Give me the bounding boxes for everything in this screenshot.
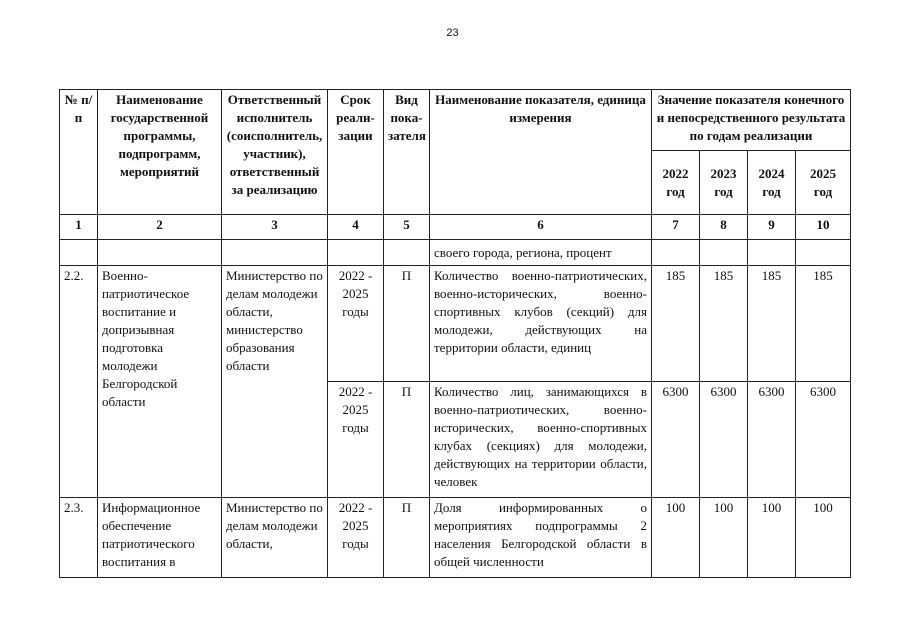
header-program-name: Наименование государственной программы, подпрограмм, мероприятий [98, 90, 222, 215]
executor: Министерство по делам молодежи области, [222, 498, 328, 578]
header-indicator-name: Наименование показателя, единица измерения [430, 90, 652, 215]
header-indicator-type: Вид пока-зателя [384, 90, 430, 215]
indicator-value: 6300 [748, 382, 796, 498]
continuation-row [60, 240, 851, 266]
indicator-name: Доля информированных о мероприятиях подпрограммы 2 населения Белгородской области в общей численности [430, 498, 652, 578]
indicators-table [59, 89, 851, 578]
program-name: Информационное обеспечение патриотического воспитания в [98, 498, 222, 578]
indicator-name: своего города, региона, процент [430, 240, 652, 266]
indicator-type: П [384, 498, 430, 578]
header-year: 2022 год [652, 151, 700, 215]
indicator-value: 6300 [700, 382, 748, 498]
indicator-value: 100 [652, 498, 700, 578]
indicator-value: 100 [748, 498, 796, 578]
indicator-type: П [384, 382, 430, 498]
indicator-value: 185 [748, 266, 796, 382]
indicator-value: 6300 [652, 382, 700, 498]
row-number: 2.2. [60, 266, 98, 498]
table-row [60, 498, 851, 578]
indicator-value: 100 [700, 498, 748, 578]
column-number: 10 [796, 215, 851, 240]
executor: Министерство по делам молодежи области, министерство образования области [222, 266, 328, 498]
column-number: 5 [384, 215, 430, 240]
header-executor: Ответственный исполнитель (соисполнитель, участник), ответственный за реализацию [222, 90, 328, 215]
indicator-name: Количество лиц, занимающихся в военно-патриотических, военно-исторических, военно-спортивных клубах (секциях) для молодежи, действующих на территории области, человек [430, 382, 652, 498]
indicator-type: П [384, 266, 430, 382]
column-number: 4 [328, 215, 384, 240]
indicator-value: 185 [796, 266, 851, 382]
indicator-value: 100 [796, 498, 851, 578]
program-name: Военно-патриотическое воспитание и допризывная подготовка молодежи Белгородской области [98, 266, 222, 498]
column-number: 2 [98, 215, 222, 240]
column-number: 1 [60, 215, 98, 240]
column-number: 9 [748, 215, 796, 240]
header-number: № п/п [60, 90, 98, 215]
column-number: 8 [700, 215, 748, 240]
page-number: 23 [446, 27, 459, 39]
header-values-group: Значение показателя конечного и непосредственного результата по годам реализации [652, 90, 851, 151]
header-year: 2023 год [700, 151, 748, 215]
column-numbers-row [60, 215, 851, 240]
period: 2022 - 2025 годы [328, 266, 384, 382]
header-year: 2025 год [796, 151, 851, 215]
header-period: Срок реали-зации [328, 90, 384, 215]
period: 2022 - 2025 годы [328, 382, 384, 498]
column-number: 6 [430, 215, 652, 240]
header-year: 2024 год [748, 151, 796, 215]
table-row [60, 266, 851, 382]
row-number: 2.3. [60, 498, 98, 578]
indicator-value: 6300 [796, 382, 851, 498]
indicator-value: 185 [700, 266, 748, 382]
indicator-value: 185 [652, 266, 700, 382]
column-number: 7 [652, 215, 700, 240]
column-number: 3 [222, 215, 328, 240]
indicator-name: Количество военно-патриотических, военно-исторических, военно-спортивных клубов (секций) для молодежи, действующих на территории области, единиц [430, 266, 652, 382]
header-row [60, 90, 851, 151]
period: 2022 - 2025 годы [328, 498, 384, 578]
